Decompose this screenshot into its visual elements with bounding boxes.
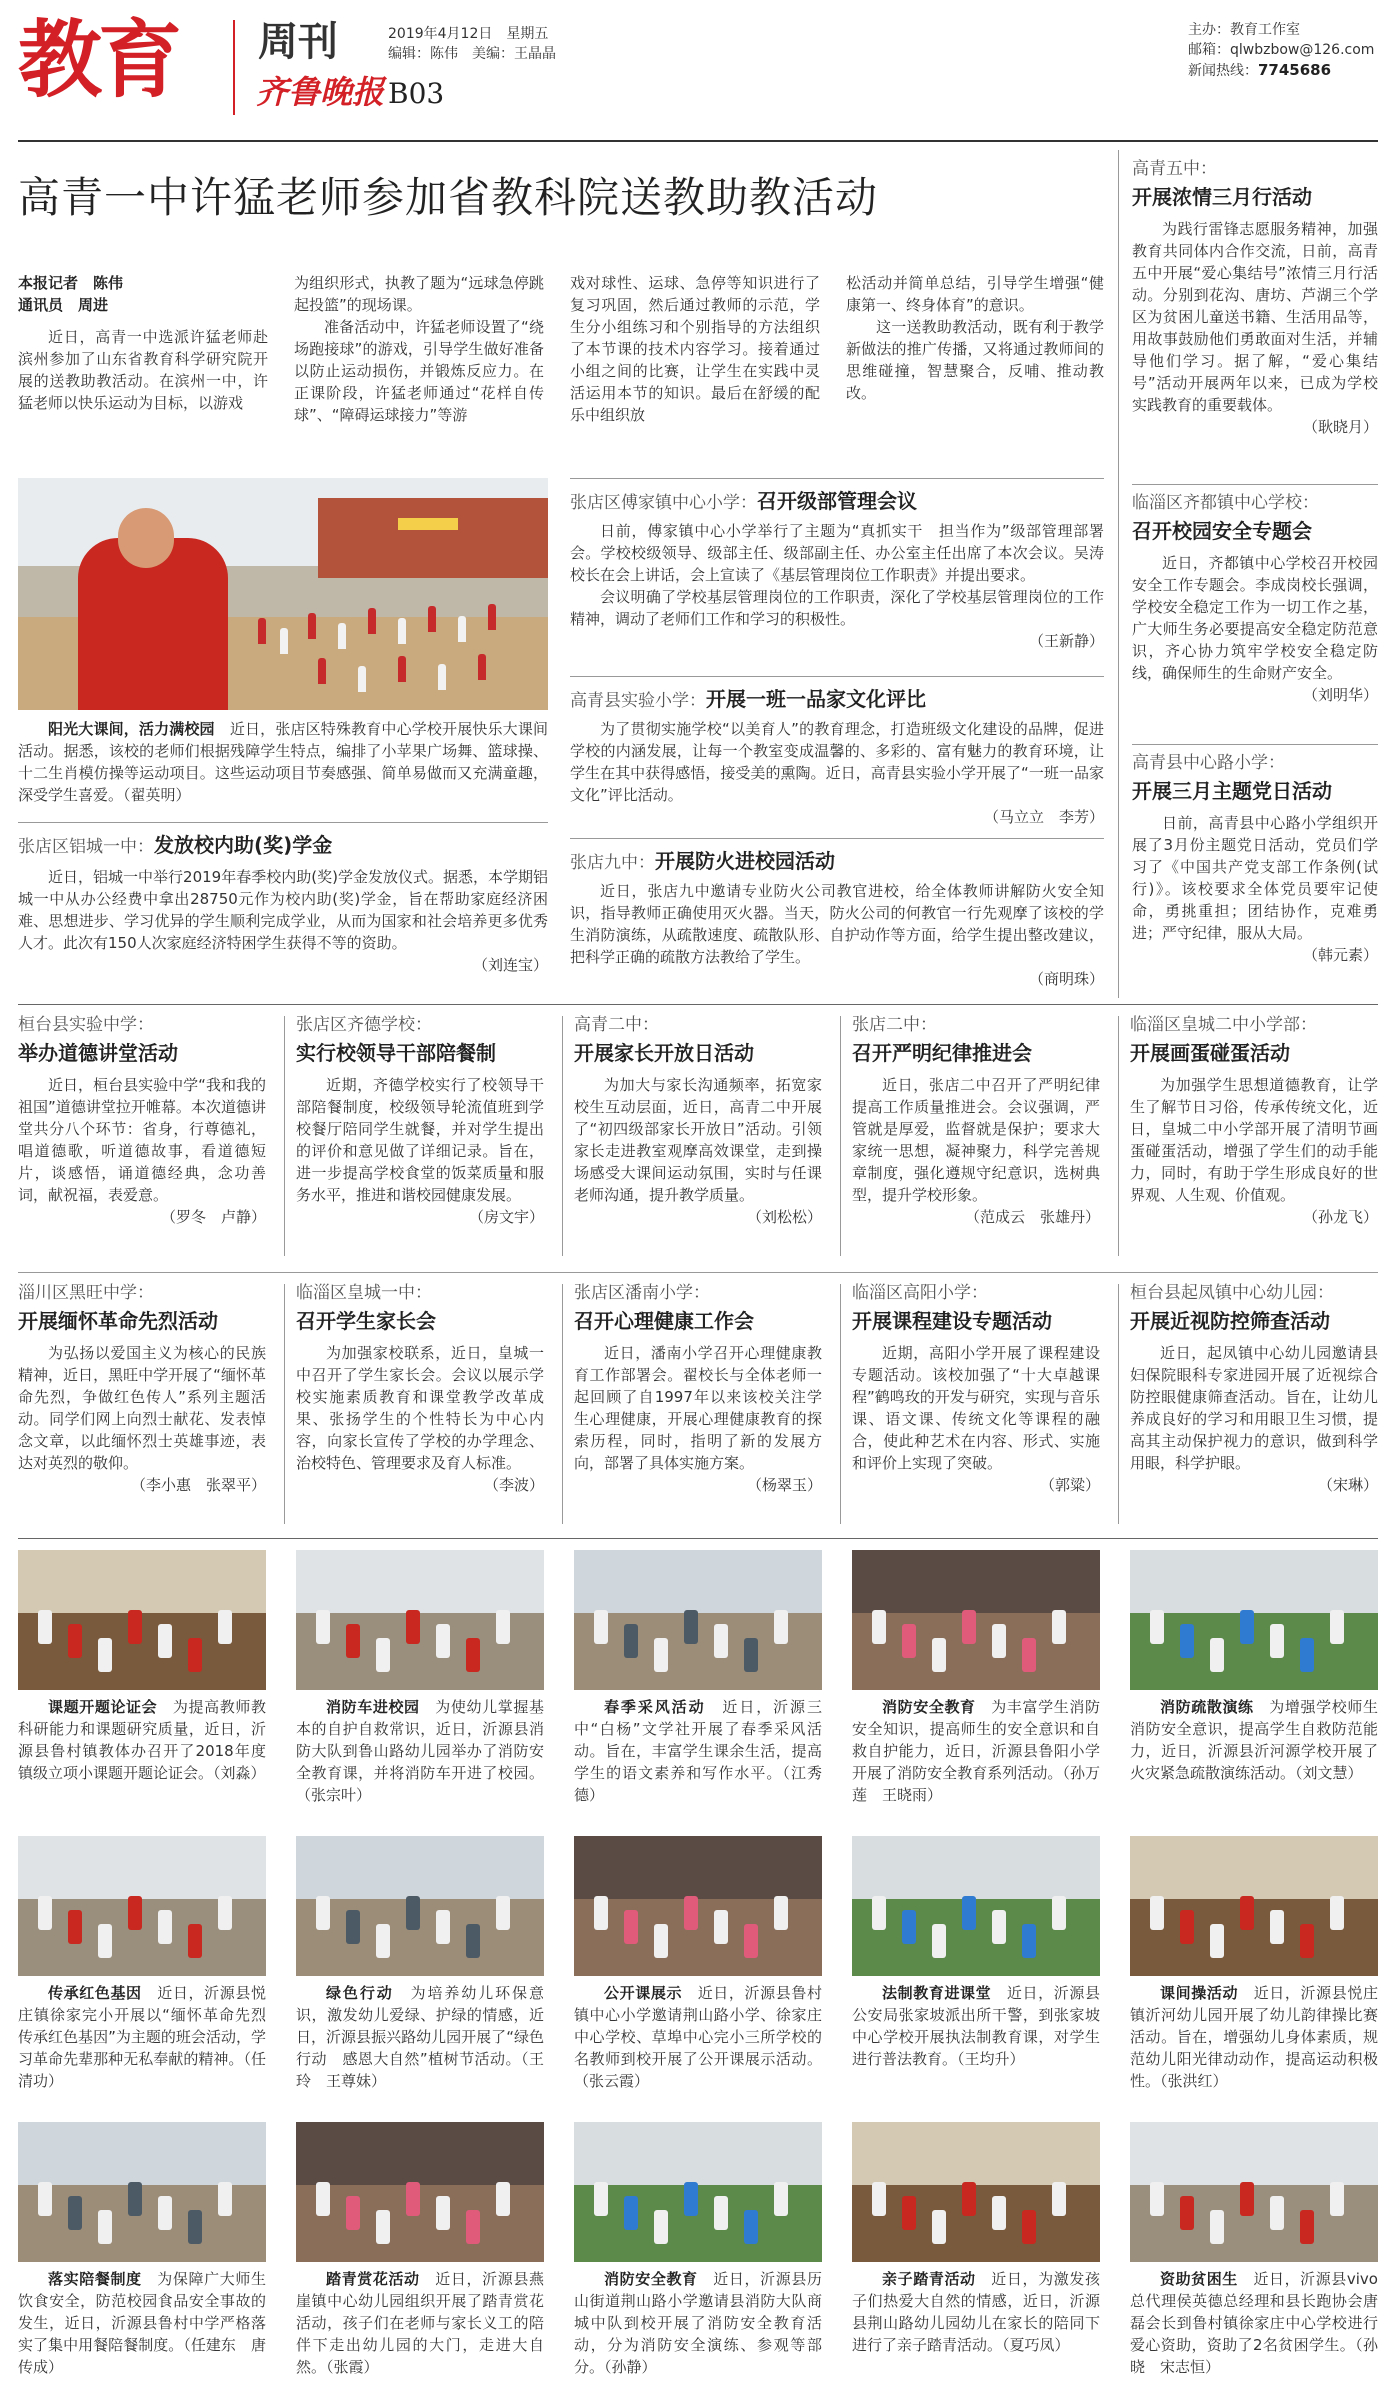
sidebar-article-3 (1132, 750, 1378, 966)
article-title: 发放校内助(奖)学金 (154, 833, 333, 857)
article-body: 近期，高阳小学开展了课程建设专题活动。该校加强了“十大卓越课程”鹤鸣玫的开发与研究，实现与音乐课、语文课、传统文化等课程的融合，使此种艺术在内容、形式、实施和评价上实现了突破。 (852, 1344, 1100, 1472)
caption-text: 为增强学校师生消防安全意识，提高学生自救防范能力，近日，沂源县沂河源学校开展了火灾紧急疏散演练活动。 (1130, 1698, 1378, 1782)
news-photo (574, 2122, 822, 2262)
lead-headline: 高青一中许猛老师参加省教科院送教助教活动 (18, 173, 879, 222)
caption-title: 法制教育进课堂 (882, 1984, 992, 2002)
article-body: 近日，齐都镇中心学校召开校园安全工作专题会。李成岗校长强调，学校安全稳定工作为一切工作之基，广大师生务必要提高安全稳定防范意识，齐心协力筑牢学校安全稳定防线，确保师生的生命财产安全。 (1132, 554, 1378, 682)
byline-correspondent: 通讯员 周进 (18, 296, 109, 314)
caption-author: （江秀德） (574, 1764, 822, 1804)
caption-author: （任建东 唐传成） (18, 2336, 266, 2376)
article-fujia (570, 486, 1104, 652)
news-photo (574, 1550, 822, 1690)
byline-reporter: 本报记者 陈伟 (18, 274, 124, 292)
lead-paragraph: 戏对球性、运球、急停等知识进行了复习巩固，然后通过教师的示范，学生分小组练习和个别指导的方法组织了本节课的技术内容学习。接着通过小组之间的比赛，让学生在实践中灵活运用本节的知识。最后在舒缓的配乐中组织放 (570, 274, 820, 424)
news-photo-caption (296, 2268, 544, 2378)
caption-text: 近日，沂源县vivo总代理侯英德总经理和县长跑协会唐磊会长到鲁村镇徐家庄中心学校进行爱心资助，资助了2名贫困学生。 (1130, 2270, 1378, 2354)
caption-text: 近日，沂源县悦庄镇沂河幼儿园开展了幼儿韵律操比赛活动。旨在，增强幼儿身体素质，规范幼儿阳光律动动作，提高运动积极性。 (1130, 1984, 1378, 2090)
news-photo (852, 2122, 1100, 2262)
caption-text: 近日，为激发孩子们热爱大自然的情感，近日，沂源县荆山路幼儿园幼儿在家长的陪同下进行了亲子踏青活动。 (852, 2270, 1100, 2354)
article-author: （杨翠玉） (746, 1476, 822, 1494)
column-rule (1118, 1284, 1119, 1524)
article-kicker: 临淄区高阳小学： (852, 1283, 988, 1303)
page-number: B03 (388, 77, 445, 110)
article-author: （马立立 李芳） (983, 808, 1104, 826)
news-photo (1130, 1836, 1378, 1976)
news-photo-caption (852, 2268, 1100, 2356)
weekly-label: 周刊 (258, 19, 338, 65)
caption-title: 阳光大课间，活力满校园 (48, 720, 215, 738)
news-photo-caption (574, 1696, 822, 1806)
article-kicker: 桓台县实验中学： (18, 1015, 154, 1035)
article-body: 为加大与家长沟通频率，拓宽家校生互动层面，近日，高青二中开展了“初四级部家长开放日”活动。引领家长走进教室观摩高效课堂，走到操场感受大课间运动氛围，实时与任课老师沟通，提升教学质量。 (574, 1076, 822, 1204)
news-item (574, 1280, 822, 1496)
news-item (852, 1280, 1100, 1496)
caption-author: （张云霞） (574, 2072, 650, 2090)
caption-title: 课间操活动 (1160, 1984, 1239, 2002)
divider (1132, 744, 1378, 745)
lead-paragraph: 准备活动中，许猛老师设置了“绕场跑接球”的游戏，引导学生做好准备以防止运动损伤，并锻炼反应力。在正课阶段，许猛老师通过“花样自传球”、“障碍运球接力”等游 (294, 318, 544, 424)
caption-author: （翟英明） (123, 786, 191, 804)
contact-info (1188, 20, 1374, 81)
caption-author: （张霞） (326, 2358, 379, 2376)
article-title: 召开级部管理会议 (757, 489, 917, 513)
caption-title: 春季采风活动 (604, 1698, 706, 1716)
caption-title: 绿色行动 (326, 1984, 394, 2002)
article-kicker: 桓台县起凤镇中心幼儿园： (1130, 1283, 1334, 1303)
lead-col-3 (570, 272, 820, 426)
caption-text: 近日，沂源县悦庄镇徐家完小开展以“缅怀革命先烈 传承红色基因”为主题的班会活动，学习革命先辈那种无私奉献的精神。 (18, 1984, 282, 2068)
article-title: 开展家长开放日活动 (574, 1041, 754, 1065)
article-title: 召开心理健康工作会 (574, 1309, 754, 1333)
article-author: （房文宇） (468, 1208, 544, 1226)
article-kicker: 张店区傅家镇中心小学： (570, 493, 757, 513)
caption-title: 消防安全教育 (604, 2270, 698, 2288)
masthead (18, 10, 1378, 120)
caption-author: （王玲 王尊妹） (296, 2050, 544, 2090)
paper-logo: 齐鲁晚报 (256, 73, 385, 111)
article-author: （孙龙飞） (1302, 1208, 1378, 1226)
caption-title: 消防疏散演练 (1160, 1698, 1254, 1716)
article-kicker: 张店区齐德学校： (296, 1015, 432, 1035)
column-rule (1118, 1016, 1119, 1256)
news-item (296, 1012, 544, 1228)
news-photo-caption (1130, 2268, 1378, 2378)
caption-author: （夏巧凤） (1002, 2336, 1070, 2354)
caption-text: 近日，沂源县鲁村镇中心小学邀请荆山路小学、徐家庄中心学校、草埠中心完小三所学校的名教师到校开展了公开课展示活动。 (574, 1984, 822, 2068)
article-body: 近日，起凤镇中心幼儿园邀请县妇保院眼科专家进园开展了近视综合防控眼健康筛查活动。旨在，让幼儿养成良好的学习和用眼卫生习惯，提高其主动保护视力的意识，做到科学用眼，科学护眼。 (1130, 1344, 1378, 1472)
news-item (18, 1280, 266, 1496)
news-item (296, 1280, 544, 1496)
caption-author: （张宗叶） (296, 1786, 372, 1804)
article-kicker: 张店九中： (570, 853, 655, 873)
article-body: 近日，桓台县实验中学“我和我的祖国”道德讲堂拉开帷幕。本次道德讲堂共分八个环节：省身，行尊德礼，唱道德歌，听道德故事，看道德短片，谈感悟，诵道德经典，念功善词，献祝福，表爱意。 (18, 1076, 266, 1204)
article-title: 开展缅怀革命先烈活动 (18, 1309, 218, 1333)
sidebar-rule (1118, 150, 1119, 998)
news-photo-caption (18, 2268, 266, 2378)
news-item (18, 1012, 266, 1228)
article-body: 为加强学生思想道德教育，让学生了解节日习俗，传承传统文化，近日，皇城二中小学部开展了清明节画蛋碰蛋活动，增强了学生们的动手能力，同时，有助于学生形成良好的世界观、人生观、价值观。 (1130, 1076, 1378, 1204)
news-photo-caption (852, 1696, 1100, 1806)
issue-date: 2019年4月12日 星期五 (388, 26, 549, 42)
article-author: （郭粱） (1039, 1476, 1100, 1494)
divider (570, 478, 1104, 479)
lead-col-1 (18, 272, 268, 414)
section-rule (18, 1004, 1378, 1005)
masthead-rule (18, 140, 1378, 142)
news-photo (852, 1550, 1100, 1690)
section-title: 教育 (18, 11, 179, 109)
article-title: 召开学生家长会 (296, 1309, 436, 1333)
column-rule (562, 1016, 563, 1256)
news-photo-caption (18, 1982, 282, 2092)
article-body: 日前，傅家镇中心小学举行了主题为“真抓实干 担当作为”级部管理部署会。学校校级领导、级部主任、级部副主任、办公室主任出席了本次会议。吴涛校长在会上讲话，会上宣读了《基层管理岗位工作职责》并提出要求。 (570, 522, 1104, 584)
caption-text: 为提高教师教科研能力和课题研究质量，近日，沂源县鲁村镇教体办召开了2018年度镇级立项小课题开题论证会。 (18, 1698, 266, 1782)
lead-paragraph: 松活动并简单总结，引导学生增强“健康第一、终身体育”的意识。 (846, 274, 1104, 314)
article-body: 为加强家校联系，近日，皇城一中召开了学生家长会。会议以展示学校实施素质教育和课堂教学改革成果、张扬学生的个性特长为中心内容，向家长宣传了学校的办学理念、治校特色、管理要求及育人标准。 (296, 1344, 544, 1472)
article-title: 实行校领导干部陪餐制 (296, 1041, 496, 1065)
news-photo (18, 1836, 266, 1976)
article-title: 开展画蛋碰蛋活动 (1130, 1041, 1290, 1065)
article-body: 近日，张店九中邀请专业防火公司教官进校，给全体教师讲解防火安全知识，指导教师正确使用灭火器。当天，防火公司的何教官一行先观摩了该校的学生消防演练，从疏散速度、疏散队形、自护动作等方面，给学生提出整改建议，把科学正确的疏散方法教给了学生。 (570, 882, 1104, 966)
article-author: （耿晓月） (1302, 418, 1378, 436)
caption-author: （刘淼） (213, 1764, 266, 1782)
caption-text: 近日，张店区特殊教育中心学校开展快乐大课间活动。据悉，该校的老师们根据残障学生特点，编排了小苹果广场舞、篮球操、十二生肖模仿操等运动项目。这些运动项目节奏感强、简单易做而又充满童趣，深受学生喜爱。 (18, 720, 548, 804)
article-body: 为了贯彻实施学校“以美育人”的教育理念，打造班级文化建设的品牌，促进学校的内涵发展，让每一个教室变成温馨的、多彩的、富有魅力的教育环境，让学生在其中获得感悟，接受美的熏陶。近日，高青县实验小学开展了“一班一品家文化”评比活动。 (570, 720, 1104, 804)
caption-text: 近日，沂源县燕崖镇中心幼儿园组织开展了踏青赏花活动，孩子们在老师与家长义工的陪伴下走出幼儿园的大门，走进大自然。 (296, 2270, 544, 2376)
hotline (1188, 60, 1374, 81)
caption-text: 为培养幼儿环保意识，激发幼儿爱绿、护绿的情感，近日，沂源县振兴路幼儿园开展了“绿色行动 感恩大自然”植树节活动。 (296, 1984, 544, 2068)
article-kicker: 高青二中： (574, 1015, 659, 1035)
news-photo-caption (574, 1982, 822, 2092)
divider (570, 676, 1104, 677)
caption-text: 为保障广大师生饮食安全，防范校园食品安全事故的发生，近日，沂源县鲁村中学严格落实了集中用餐陪餐制度。 (18, 2270, 266, 2354)
column-rule (562, 1284, 563, 1524)
news-item (574, 1012, 822, 1228)
article-body: 近期，齐德学校实行了校领导干部陪餐制度，校级领导轮流值班到学校餐厅陪同学生就餐，并对学生提出的评价和意见做了详细记录。旨在，进一步提高学校食堂的饭菜质量和服务水平，推进和谐校园健康发展。 (296, 1076, 544, 1204)
article-kicker: 临淄区皇城二中小学部： (1130, 1015, 1317, 1035)
lead-col-2 (294, 272, 544, 426)
main-photo (18, 478, 548, 710)
divider (1132, 484, 1378, 485)
caption-author: （张洪红） (1160, 2072, 1228, 2090)
sidebar-article-1 (1132, 156, 1378, 438)
caption-title: 资助贫困生 (1160, 2270, 1238, 2288)
caption-text: 近日，沂源县公安局张家坡派出所干警，到张家坡中心学校开展执法制教育课，对学生进行普法教育。 (852, 1984, 1100, 2068)
caption-title: 消防车进校园 (326, 1698, 420, 1716)
article-body: 日前，高青县中心路小学组织开展了3月份主题党日活动，党员们学习了《中国共产党支部工作条例(试行)》。该校要求全体党员要牢记使命，勇挑重担；团结协作，克难勇进；严守纪律，服从大局。 (1132, 814, 1378, 942)
article-body: 为践行雷锋志愿服务精神，加强教育共同体内合作交流，日前，高青五中开展“爱心集结号”浓情三月行活动。分别到花沟、唐坊、芦湖三个学区为贫困儿童送书籍、生活用品等，用故事鼓励他们勇敢面对生活，并辅导他们学习。据了解，“爱心集结号”活动开展两年以来，已成为学校实践教育的重要载体。 (1132, 220, 1378, 414)
sponsor: 主办：教育工作室 (1188, 22, 1300, 38)
issue-editors: 编辑：陈伟 美编：王晶晶 (388, 46, 556, 62)
caption-text: 近日，沂源三中“白杨”文学社开展了春季采风活动。旨在，丰富学生课余生活，提高学生的语文素养和写作水平。 (574, 1698, 822, 1782)
article-author: （李小惠 张翠平） (130, 1476, 266, 1494)
article-body: 近日，铝城一中举行2019年春季校内助(奖)学金发放仪式。据悉，本学期铝城一中从办公经费中拿出28750元作为校内助(奖)学金，旨在帮助家庭经济困难、思想进步、学习优异的学生顺利完成学业，从而为国家和社会培养更多优秀人才。此次有150人次家庭经济特困学生获得不等的资助。 (18, 868, 548, 952)
article-shiyan (570, 684, 1104, 828)
divider (18, 822, 548, 823)
news-photo-caption (18, 1696, 266, 1784)
lead-paragraph: 这一送教助教活动，既有利于教学新做法的推广传播，又将通过教师间的思维碰撞，智慧聚合，反哺、推动教改。 (846, 318, 1104, 402)
news-photo (18, 2122, 266, 2262)
article-title: 开展课程建设专题活动 (852, 1309, 1052, 1333)
article-body: 会议明确了学校基层管理岗位的工作职责，深化了学校基层管理岗位的工作精神，调动了老师们工作和学习的积极性。 (570, 588, 1104, 628)
article-author: （王新静） (1028, 632, 1104, 650)
article-author: （李波） (483, 1476, 544, 1494)
news-photo-caption (852, 1982, 1100, 2070)
caption-author: （孙晓 宋志恒） (1130, 2336, 1378, 2376)
news-item (1130, 1280, 1378, 1496)
caption-text: 为使幼儿掌握基本的自护自救常识，近日，沂源县消防大队到鲁山路幼儿园举办了消防安全教育课，并将消防车开进了校园。 (296, 1698, 544, 1782)
caption-title: 落实陪餐制度 (48, 2270, 142, 2288)
sidebar-article-2 (1132, 490, 1378, 706)
caption-title: 亲子踏青活动 (882, 2270, 976, 2288)
caption-title: 传承红色基因 (48, 1984, 142, 2002)
article-jiuzhong (570, 846, 1104, 990)
news-photo (1130, 1550, 1378, 1690)
article-body: 为弘扬以爱国主义为核心的民族精神，近日，黑旺中学开展了“缅怀革命先烈，争做红色传人”系列主题活动。同学们网上向烈士献花、发表悼念文章，以此缅怀烈士英雄事迹，表达对英烈的敬仰。 (18, 1344, 266, 1472)
news-item (1130, 1012, 1378, 1228)
main-photo-caption (18, 718, 548, 806)
article-title: 开展防火进校园活动 (655, 849, 835, 873)
article-kicker: 高青县中心路小学： (1132, 753, 1285, 773)
article-kicker: 淄川区黑旺中学： (18, 1283, 154, 1303)
article-lubao (18, 830, 548, 976)
column-rule (284, 1016, 285, 1256)
caption-title: 公开课展示 (604, 1984, 683, 2002)
caption-author: （王均升） (957, 2050, 1025, 2068)
section-rule (18, 1538, 1378, 1539)
issue-meta (388, 24, 556, 64)
news-item (852, 1012, 1100, 1228)
news-photo (296, 1550, 544, 1690)
article-title: 召开校园安全专题会 (1132, 519, 1312, 543)
article-author: （罗冬 卢静） (160, 1208, 266, 1226)
hotline-number: 7745686 (1258, 61, 1332, 79)
caption-author: （孙静） (604, 2358, 657, 2376)
news-photo-caption (1130, 1982, 1378, 2092)
caption-author: （任清功） (18, 2050, 266, 2090)
column-rule (840, 1284, 841, 1524)
caption-text: 近日，沂源县历山街道荆山路小学邀请县消防大队商城中队到校开展了消防安全教育活动，分为消防安全演练、参观等部分。 (574, 2270, 822, 2376)
news-photo (852, 1836, 1100, 1976)
article-author: （商明珠） (1028, 970, 1104, 988)
article-author: （范成云 张雄丹） (964, 1208, 1100, 1226)
article-kicker: 临淄区皇城一中： (296, 1283, 432, 1303)
article-title: 开展一班一品家文化评比 (706, 687, 926, 711)
caption-title: 消防安全教育 (882, 1698, 976, 1716)
news-photo (574, 1836, 822, 1976)
divider (18, 1272, 1378, 1273)
caption-title: 课题开题论证会 (48, 1698, 158, 1716)
article-title: 开展浓情三月行活动 (1132, 185, 1312, 209)
news-photo (296, 2122, 544, 2262)
caption-author: （刘文慧） (1295, 1764, 1363, 1782)
news-photo (1130, 2122, 1378, 2262)
lead-paragraph: 为组织形式，执教了题为“远球急停跳起投篮”的现场课。 (294, 274, 544, 314)
article-author: （刘连宝） (472, 956, 548, 974)
article-author: （韩元素） (1302, 946, 1378, 964)
article-title: 举办道德讲堂活动 (18, 1041, 178, 1065)
lead-col-4 (846, 272, 1104, 404)
article-author: （刘松松） (746, 1208, 822, 1226)
article-kicker: 张店区铝城一中： (18, 837, 154, 857)
divider (570, 838, 1104, 839)
news-photo (18, 1550, 266, 1690)
news-photo (296, 1836, 544, 1976)
column-rule (840, 1016, 841, 1256)
article-title: 召开严明纪律推进会 (852, 1041, 1032, 1065)
article-author: （宋琳） (1317, 1476, 1378, 1494)
caption-author: （孙万莲 王晓雨） (852, 1764, 1100, 1804)
caption-title: 踏青赏花活动 (326, 2270, 420, 2288)
news-photo-caption (296, 1696, 544, 1806)
article-kicker: 高青五中： (1132, 159, 1217, 179)
article-kicker: 张店区潘南小学： (574, 1283, 710, 1303)
article-author: （刘明华） (1302, 686, 1378, 704)
article-kicker: 高青县实验小学： (570, 691, 706, 711)
article-kicker: 张店二中： (852, 1015, 937, 1035)
email: 邮箱：qlwbzbow@126.com (1188, 42, 1375, 58)
caption-text: 为丰富学生消防安全知识，提高师生的安全意识和自救自护能力，近日，沂源县鲁阳小学开展了消防安全教育系列活动。 (852, 1698, 1100, 1782)
column-rule (284, 1284, 285, 1524)
article-kicker: 临淄区齐都镇中心学校： (1132, 493, 1319, 513)
news-photo-caption (296, 1982, 544, 2092)
article-title: 开展三月主题党日活动 (1132, 779, 1332, 803)
article-title: 开展近视防控筛查活动 (1130, 1309, 1330, 1333)
masthead-divider (233, 20, 235, 115)
article-body: 近日，张店二中召开了严明纪律提高工作质量推进会。会议强调，严管就是厚爱，监督就是保护；要求大家统一思想，凝神聚力，科学完善规章制度，强化遵规守纪意识，选树典型，提升学校形象。 (852, 1076, 1100, 1204)
hotline-label: 新闻热线： (1188, 63, 1258, 79)
lead-paragraph: 近日，高青一中选派许猛老师赴滨州参加了山东省教育科学研究院开展的送教助教活动。在滨州一中，许猛老师以快乐运动为目标，以游戏 (18, 328, 268, 412)
news-photo-caption (574, 2268, 822, 2378)
article-body: 近日，潘南小学召开心理健康教育工作部署会。翟校长与全体老师一起回顾了自1997年以来该校关注学生心理健康，开展心理健康教育的探索历程，同时，指明了新的发展方向，部署了具体实施方案。 (574, 1344, 822, 1472)
news-photo-caption (1130, 1696, 1378, 1784)
